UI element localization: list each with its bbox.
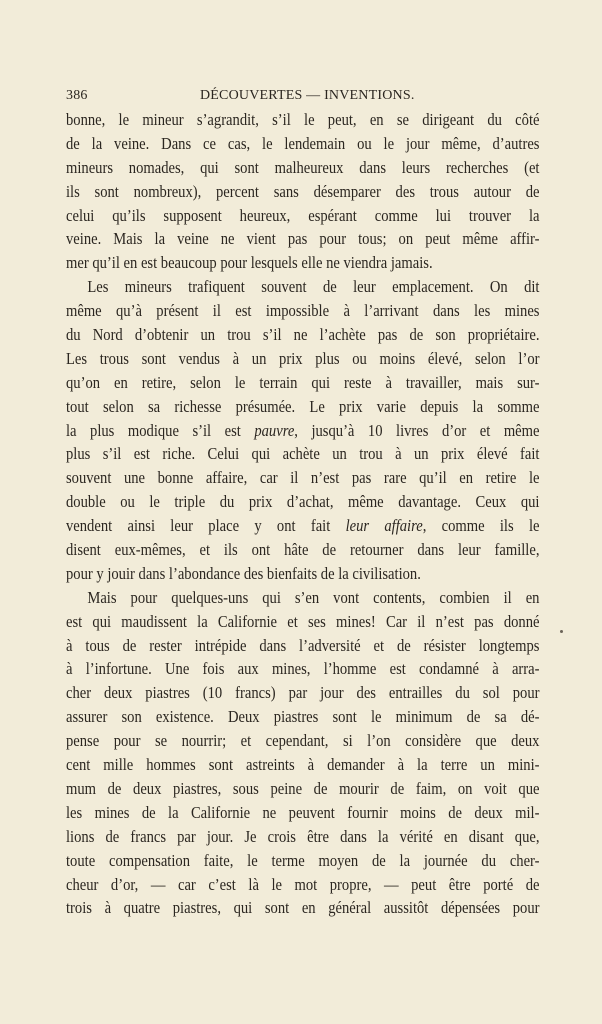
text-line: lions de francs par jour. Je crois être dans la vérité en disant que, [66, 826, 540, 846]
text-line: mer qu’il en est beaucoup pour lesquels elle ne viendra jamais. [66, 253, 433, 273]
text-line: même qu’à présent il est impossible à l’arrivant dans les mines [66, 301, 540, 321]
text-line: cheur d’or, — car c’est là le mot propre, — peut être porté de [66, 874, 540, 894]
text-segment: , jusqu’à 10 livres d’or et même [294, 420, 540, 440]
text-line: qu’on en retire, selon le terrain qui reste à travailler, mais sur- [66, 372, 540, 392]
italic-word: pauvre [254, 420, 295, 440]
text-line: trois à quatre piastres, qui sont en général aussitôt dépensées pour [66, 898, 540, 918]
text-line: à tous de rester intrépide dans l’adversité et de résister longtemps [66, 635, 540, 655]
text-line: double ou le triple du prix d’achat, même davantage. Ceux qui [66, 492, 540, 512]
text-segment: la plus modique s’il est [66, 420, 255, 440]
text-line: Les mineurs trafiquent souvent de leur emplacement. On dit [87, 277, 540, 297]
body-text [66, 108, 540, 920]
italic-phrase: leur affaire [345, 516, 423, 536]
page-number: 386 [66, 88, 88, 103]
text-line: les mines de la Californie ne peuvent fournir moins de deux mil- [66, 802, 540, 822]
text-line: Mais pour quelques-uns qui s’en vont contents, combien il en [87, 587, 540, 607]
text-line: à l’infortune. Une fois aux mines, l’homme est condamné à arra- [66, 659, 540, 679]
text-line: disent eux-mêmes, et ils ont hâte de retourner dans leur famille, [66, 540, 540, 560]
text-line: pense pour se nourrir; et cependant, si l’on considère que deux [66, 731, 540, 751]
text-line: celui qu’ils supposent heureux, espérant comme lui trouver la [66, 205, 540, 225]
text-line: assurer son existence. Deux piastres sont le minimum de sa dé- [66, 707, 540, 727]
text-line: est qui maudissent la Californie et ses mines! Car il n’est pas donné [66, 611, 540, 631]
text-line: mineurs nomades, qui sont malheureux dans leurs recherches (et [66, 157, 540, 177]
text-line: cent mille hommes sont astreints à demander à la terre un mini- [66, 755, 540, 775]
text-line: souvent une bonne affaire, car il n’est pas rare qu’il en retire le [66, 468, 540, 488]
text-segment: , comme ils le [422, 516, 540, 536]
paper-speck [560, 630, 563, 633]
text-segment: vendent ainsi leur place y ont fait [66, 516, 346, 536]
text-line: toute compensation faite, le terme moyen de la journée du cher- [66, 850, 540, 870]
text-line: cher deux piastres (10 francs) par jour des entrailles du sol pour [66, 683, 540, 703]
text-line: ils sont nombreux), percent sans désemparer des trous autour de [66, 181, 540, 201]
text-line: de la veine. Dans ce cas, le lendemain ou le jour même, d’autres [66, 133, 540, 153]
text-line: pour y jouir dans l’abondance des bienfaits de la civilisation. [66, 563, 421, 583]
running-title: DÉCOUVERTES — INVENTIONS. [200, 88, 415, 103]
text-line: tout selon sa richesse présumée. Le prix varie depuis la somme [66, 396, 540, 416]
page-header [66, 88, 540, 106]
text-line: veine. Mais la veine ne vient pas pour tous; on peut même affir- [66, 229, 540, 249]
text-line: Les trous sont vendus à un prix plus ou moins élevé, selon l’or [66, 348, 540, 368]
text-line: du Nord d’obtenir un trou s’il ne l’achète pas de son propriétaire. [66, 325, 540, 345]
text-line [66, 419, 539, 443]
text-line [66, 514, 539, 538]
text-line: bonne, le mineur s’agrandit, s’il le peut, en se dirigeant du côté [66, 110, 540, 129]
text-line: mum de deux piastres, sous peine de mourir de faim, on voit que [66, 778, 540, 798]
text-line: plus s’il est riche. Celui qui achète un trou à un prix élevé fait [66, 444, 540, 464]
